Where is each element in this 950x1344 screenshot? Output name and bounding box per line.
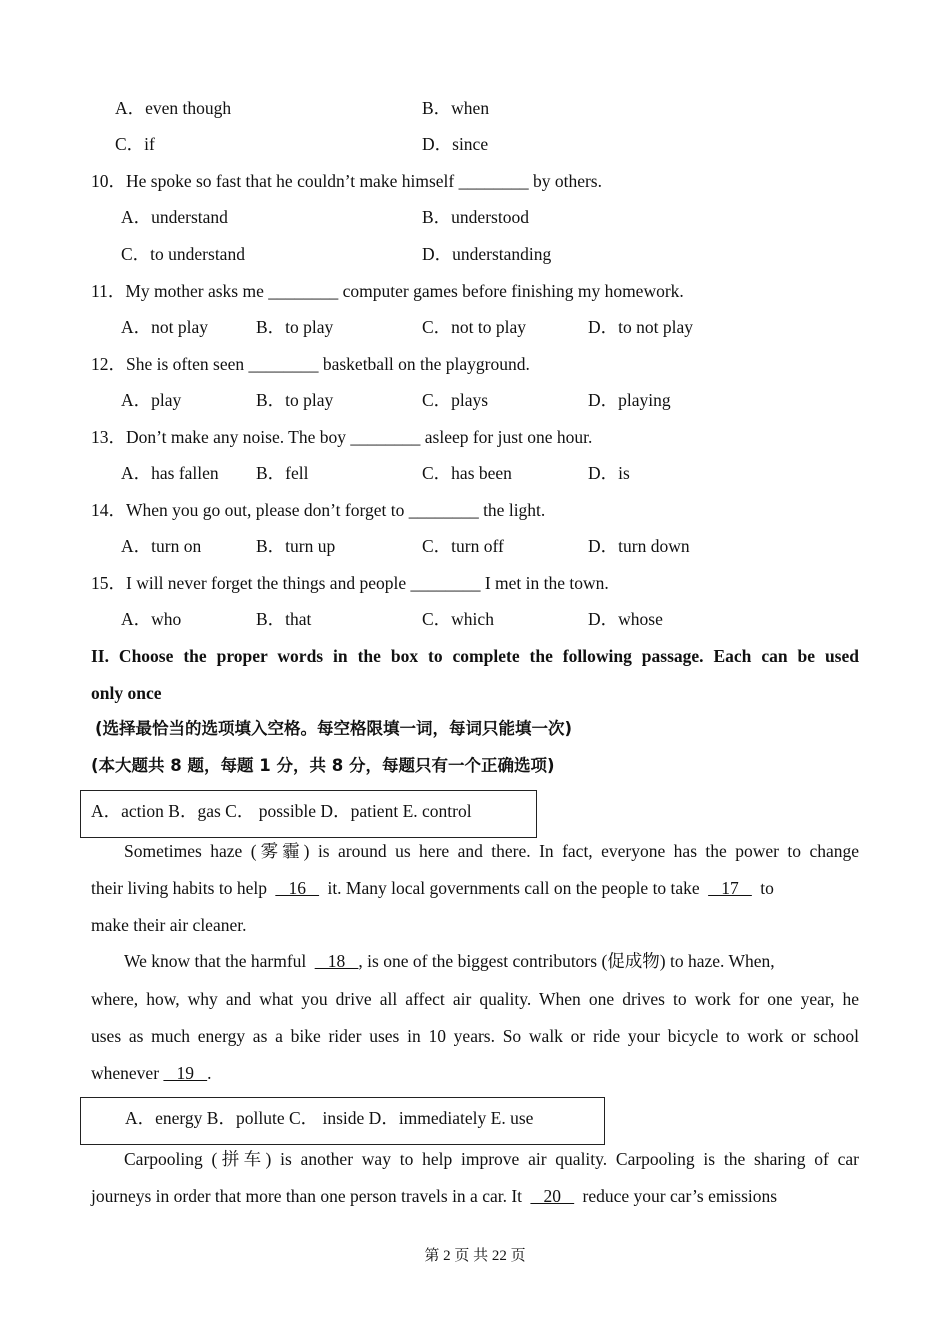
p1-line2-c: to <box>760 878 774 898</box>
p2-line4-b: . <box>207 1063 212 1083</box>
section-heading-line2: only once <box>91 683 162 703</box>
p1-line1: Sometimes haze (雾霾) is around us here and there. In fact, everyone has the power to change <box>124 841 859 861</box>
blank-20: 20 <box>530 1186 575 1206</box>
p1-line2-a: their living habits to help <box>91 878 267 898</box>
q12-option-d: D．playing <box>588 390 671 410</box>
q14-option-b: B．turn up <box>256 536 336 556</box>
p2-line2: where, how, why and what you drive all affect air quality. When one drives to work for one year, he <box>91 989 859 1009</box>
q15-option-c: C．which <box>422 609 494 629</box>
p3-line1: Carpooling (拼车) is another way to help improve air quality. Carpooling is the sharing of car <box>124 1149 859 1169</box>
q11-option-d: D．to not play <box>588 317 693 337</box>
q9-option-b: B．when <box>422 98 490 118</box>
q10-option-c: C．to understand <box>121 244 245 264</box>
section-heading-line1: II. Choose the proper words in the box to complete the following passage. Each can be used <box>91 646 859 666</box>
blank-19: 19 <box>163 1063 208 1083</box>
word-box-2 <box>80 1097 605 1145</box>
q10-option-b: B．understood <box>422 207 529 227</box>
word-box-1 <box>80 790 537 838</box>
q10-option-d: D．understanding <box>422 244 552 264</box>
q11-option-c: C．not to play <box>422 317 527 337</box>
blank-17: 17 <box>708 878 752 898</box>
p3-line2-b: reduce your car’s emissions <box>582 1186 778 1206</box>
q9-option-d: D．since <box>422 134 489 154</box>
blank-16: 16 <box>275 878 320 898</box>
q9-option-a: A．even though <box>115 98 232 118</box>
p2-line4-a: whenever <box>91 1063 160 1083</box>
p2-line1-a: We know that the harmful <box>124 951 307 971</box>
q12-stem: 12．She is often seen ________ basketball on the playground. <box>91 354 530 374</box>
p2-line4 <box>91 1062 212 1084</box>
q11-option-b: B．to play <box>256 317 334 337</box>
q15-option-a: A．who <box>121 609 182 629</box>
p3-line2-a: journeys in order that more than one person travels in a car. It <box>91 1186 523 1206</box>
q15-option-d: D．whose <box>588 609 663 629</box>
p1-line3: make their air cleaner. <box>91 915 247 935</box>
q10-stem: 10．He spoke so fast that he couldn’t make himself ________ by others. <box>91 171 602 191</box>
q12-option-a: A．play <box>121 390 182 410</box>
q13-option-a: A．has fallen <box>121 463 219 483</box>
scoring-cn: (本大题共 8 题，每题 1 分，共 8 分，每题只有一个正确选项) <box>91 756 555 775</box>
q9-option-c: C．if <box>115 134 155 154</box>
q14-stem: 14．When you go out, please don’t forget to ________ the light. <box>91 500 546 520</box>
q14-option-d: D．turn down <box>588 536 690 556</box>
q13-option-d: D．is <box>588 463 630 483</box>
q13-stem: 13．Don’t make any noise. The boy ________ asleep for just one hour. <box>91 427 593 447</box>
p2-line1-b: , is one of the biggest contributors (促成物) to haze. When, <box>358 951 775 971</box>
p2-line1 <box>124 950 775 972</box>
q11-stem: 11．My mother asks me ________ computer games before finishing my homework. <box>91 281 684 301</box>
p1-line2 <box>91 877 859 899</box>
blank-18: 18 <box>314 951 359 971</box>
q15-option-b: B．that <box>256 609 312 629</box>
q10-option-a: A．understand <box>121 207 228 227</box>
p3-line2 <box>91 1185 859 1207</box>
q15-stem: 15．I will never forget the things and people ________ I met in the town. <box>91 573 609 593</box>
q13-option-c: C．has been <box>422 463 512 483</box>
p2-line3: uses as much energy as a bike rider uses in 10 years. So walk or ride your bicycle to work or school <box>91 1026 859 1046</box>
q13-option-b: B．fell <box>256 463 309 483</box>
q12-option-b: B．to play <box>256 390 334 410</box>
q14-option-c: C．turn off <box>422 536 504 556</box>
word-box-1-text: A．action B．gas C． possible D．patient E. control <box>91 801 472 821</box>
p1-line2-b: it. Many local governments call on the people to take <box>327 878 700 898</box>
q11-option-a: A．not play <box>121 317 209 337</box>
page-number-footer: 第 2 页 共 22 页 <box>424 1248 526 1264</box>
instruction-cn: (选择最恰当的选项填入空格。每空格限填一词，每词只能填一次) <box>95 719 573 738</box>
q12-option-c: C．plays <box>422 390 489 410</box>
word-box-2-text: A．energy B．pollute C． inside D．immediately E. use <box>125 1108 534 1128</box>
q14-option-a: A．turn on <box>121 536 202 556</box>
